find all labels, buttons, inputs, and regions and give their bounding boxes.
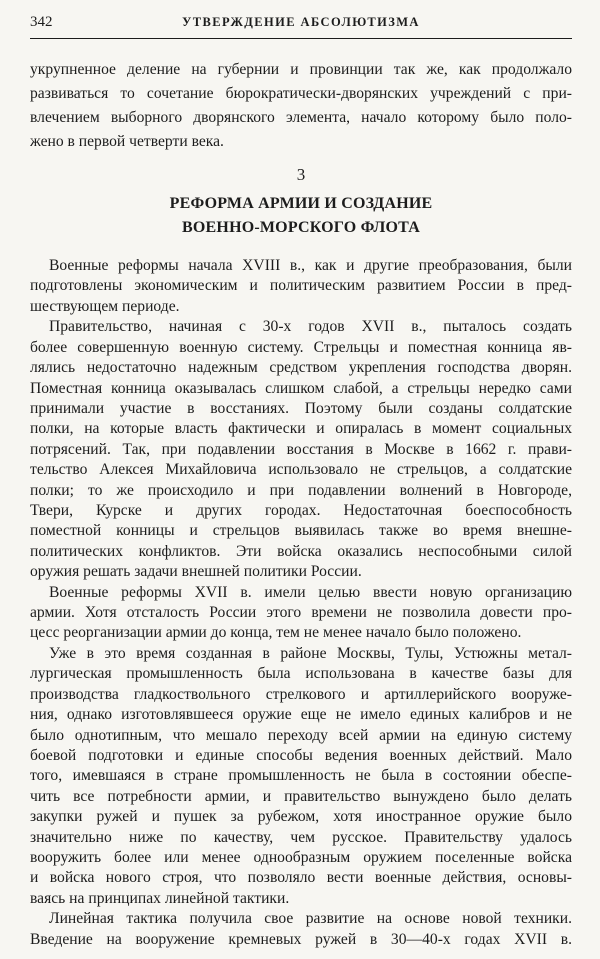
text-line: принимали участие в восстаниях. Поэтому были созданы солдатские [30,399,572,417]
text-line: лургическая промышленность была использована в качестве базы для [30,665,572,683]
text-line: Поместная конница оказывалась слишком слабой, а стрельцы нередко сами [30,379,572,397]
text-line: вооружить более или менее однообразным оружием поселенные войска [30,849,572,866]
text-line: производства гладкоствольного стрелкового и артиллерийского вооруже- [30,685,572,703]
text-line: влечением выборного дворянского элемента, начало которому было поло- [30,109,572,126]
section-heading-line: РЕФОРМА АРМИИ И СОЗДАНИЕ [169,195,433,212]
text-line: более совершенную военную систему. Стрельцы и поместная конница яв- [30,338,572,356]
text-line: тельство Алексея Михайловича использовало не стрельцов, а солдатские [30,461,572,479]
running-title: УТВЕРЖДЕНИЕ АБСОЛЮТИЗМА [182,15,420,29]
text-line: было однотипным, что мешало переходу всей армии на единую систему [30,726,572,744]
text-line: того, имевшаяся в стране промышленность не была в состоянии обеспе- [30,767,572,785]
text-line: подготовлены экономическим и политическим развитием России в пред- [30,277,572,295]
text-line: закупки ружей и пушек за рубежом, хотя иностранное оружие было [30,808,572,826]
text-line: укрупненное деление на губернии и провинции так же, как продолжало [30,61,572,78]
running-head [30,14,572,36]
text-line: и войска нового строя, что позволяло вести военные действия, основы- [30,869,572,887]
text-line: потрясений. Так, при подавлении восстания в Москве в 1662 г. прави- [30,440,572,458]
text-line: оружия решать задачи внешней политики России. [30,563,362,581]
page-number: 342 [30,14,53,30]
text-line: жено в первой четверти века. [30,133,224,150]
section-number: 3 [296,165,306,184]
header-rule [30,38,572,39]
text-line: ваясь на принципах линейной тактики. [30,889,290,907]
text-line: армии. Хотя отсталость России этого времени не позволила довести про- [30,604,572,621]
text-line: политических конфликтов. Эти войска оказались неспособными силой [30,542,572,560]
section-heading-line: ВОЕННО-МОРСКОГО ФЛОТА [182,219,420,236]
text-line: Твери, Курске и других городах. Недостаточная боеспособность [30,501,572,519]
text-line: Военные реформы начала XVIII в., как и другие преобразования, были [49,257,572,274]
text-line: лялись недостаточно надежным средством укрепления господства дворян. [30,359,572,377]
text-line: Линейная тактика получила свое развитие на основе новой техники. [49,910,572,928]
text-line: боевой подготовки и единые способы ведения военных действий. Мало [30,746,572,764]
text-line: шествующем периоде. [30,297,180,315]
text-line: полки, на которые власть фактически и опиралась в момент социальных [30,420,572,438]
text-line: полки; то же происходило и при подавлении волнений в Новгороде, [30,481,572,499]
text-line: поместной конницы и стрельцов выявилась также во время внешне- [30,522,572,540]
text-line: ния, однако изготовлявшееся оружие еще не имело единых калибров и не [30,706,572,724]
text-line: Введение на вооружение кремневых ружей в 30—40-х годах XVII в. [30,930,572,948]
text-line: Уже в это время созданная в районе Москвы, Тулы, Устюжны метал- [49,644,572,662]
text-line: развиваться то сочетание бюрократически-дворянских учреждений с при- [30,85,572,102]
text-line: чить все потребности армии, и правительство вынуждено было делать [30,787,572,805]
text-line: значительно ниже по качеству, чем русское. Правительству удалось [30,828,572,846]
text-line: Правительство, начиная с 30-х годов XVII в., пыталось создать [49,318,572,336]
text-line: Военные реформы XVII в. имели целью ввести новую организацию [49,583,572,601]
text-line: цесс реорганизации армии до конца, тем не менее начало было положено. [30,624,522,642]
